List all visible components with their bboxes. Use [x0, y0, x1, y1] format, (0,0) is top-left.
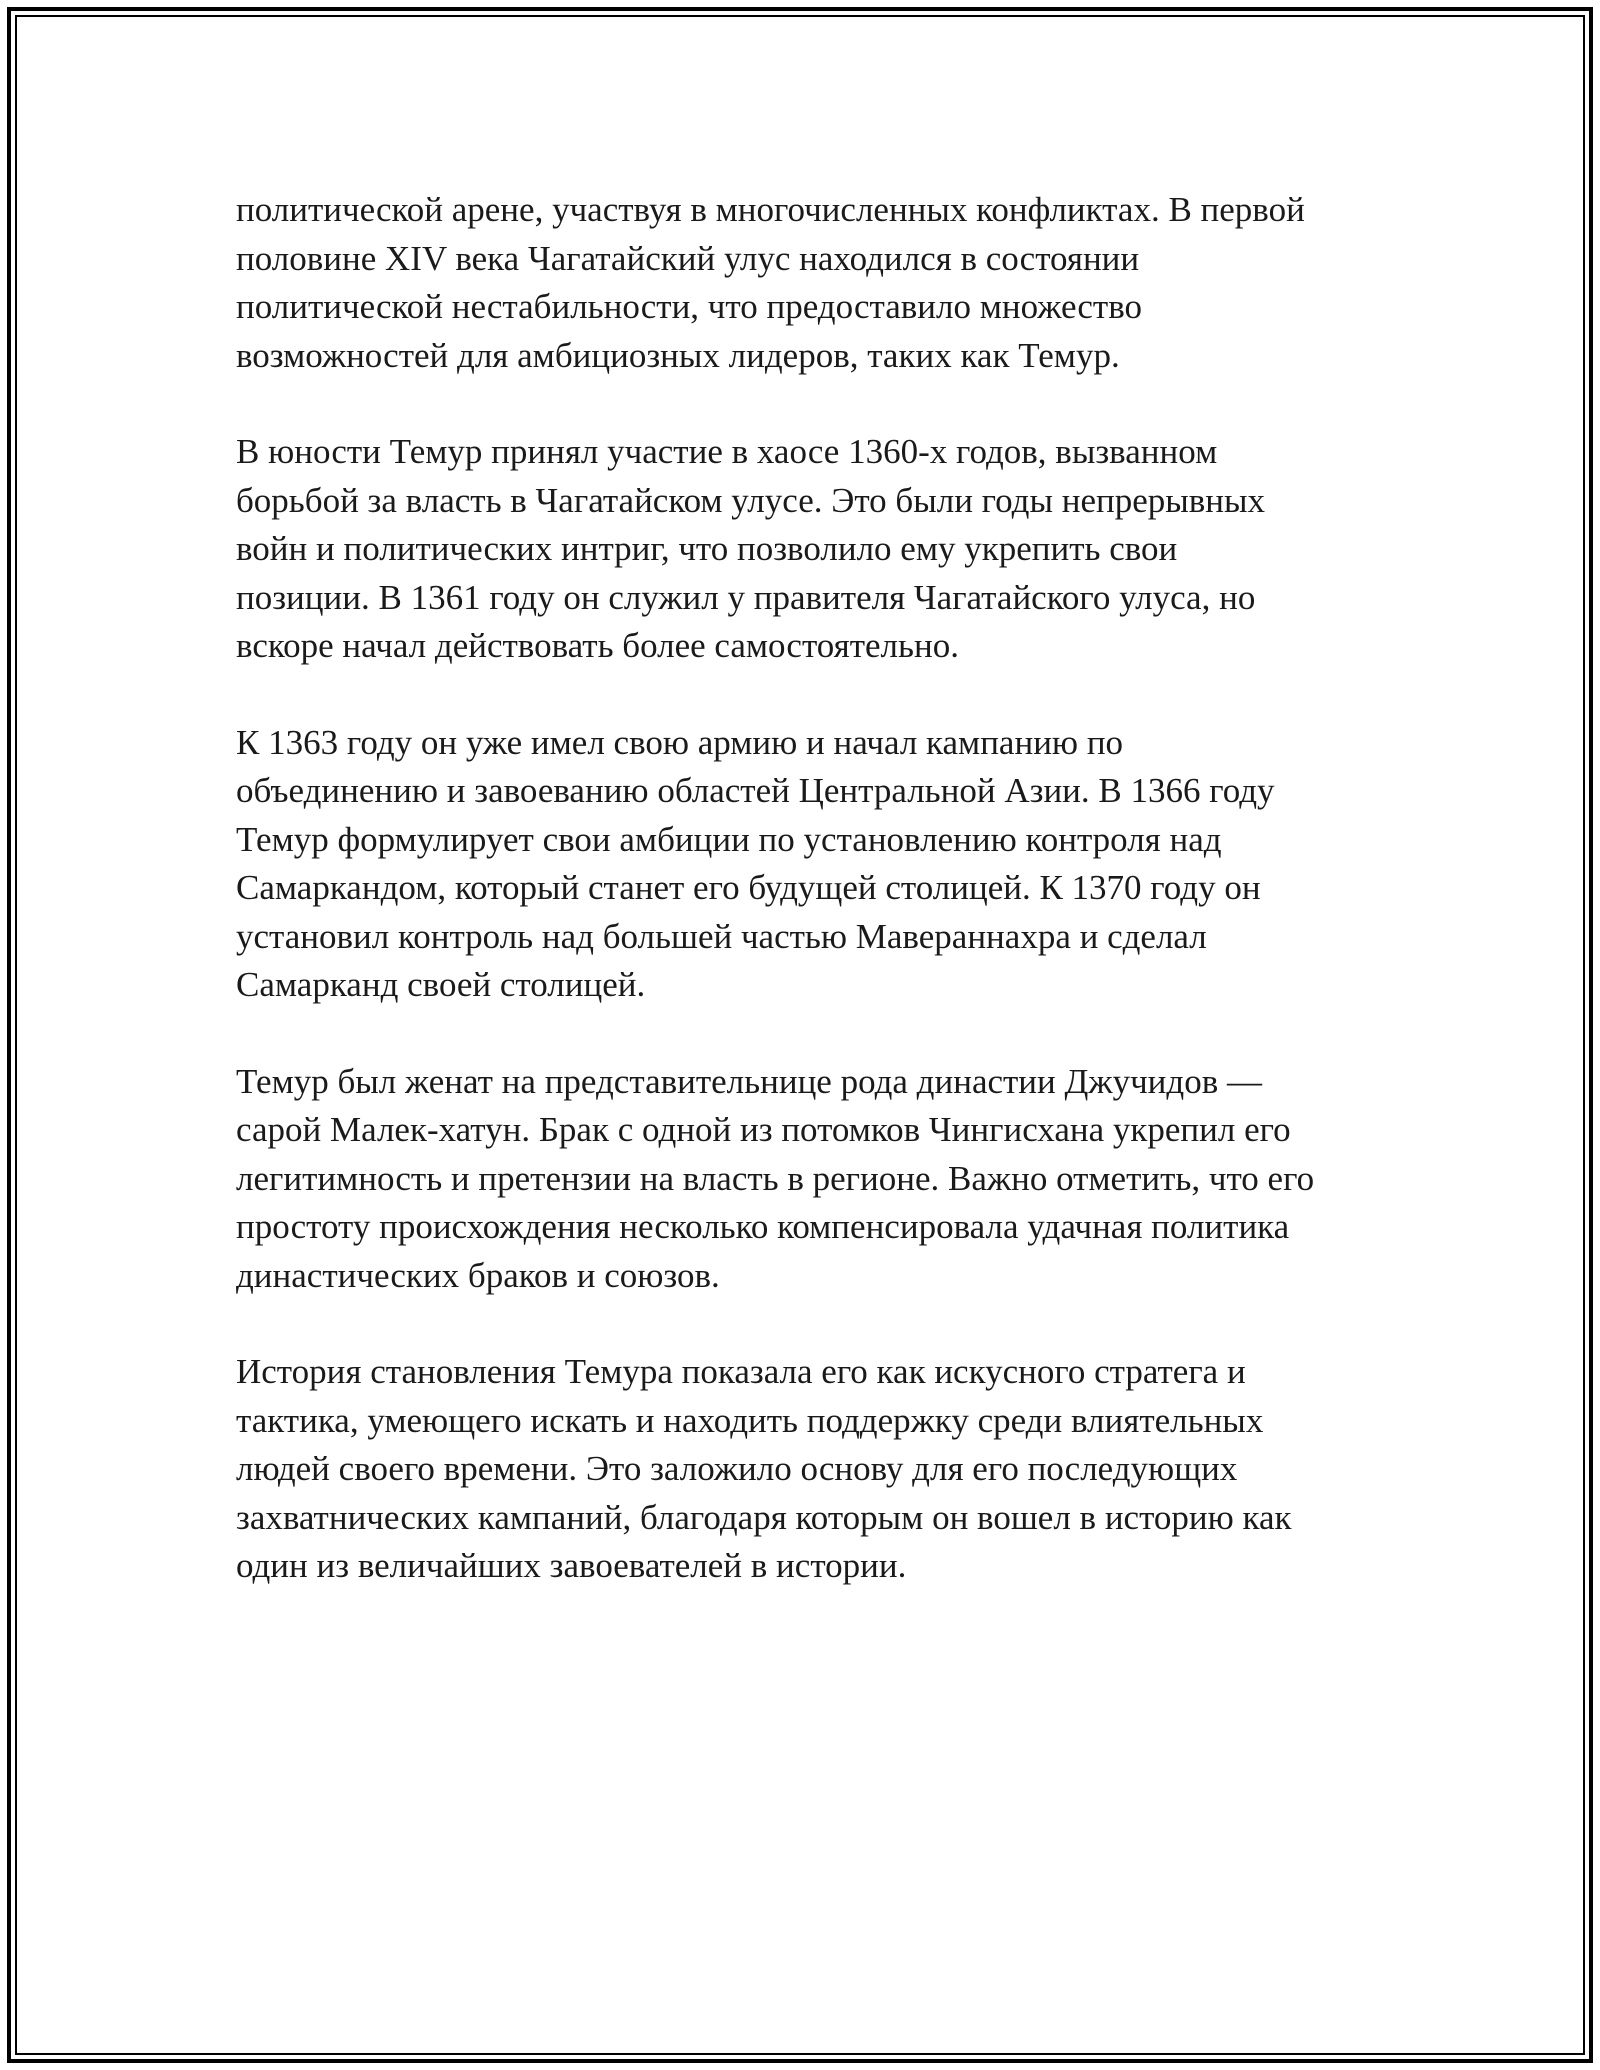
text-line: войн и политических интриг, что позволило ему укрепить свои [236, 529, 1178, 568]
text-line: Темур был женат на представительнице рода династии Джучидов — [236, 1061, 1262, 1101]
text-line: простоту происхождения несколько компенсировала удачная политика [236, 1207, 1290, 1246]
text-line: людей своего времени. Это заложило основу для его последующих [236, 1449, 1238, 1488]
text-line: борьбой за власть в Чагатайском улусе. Это были годы непрерывных [236, 480, 1266, 520]
paragraph-4 [236, 1058, 1396, 1301]
paragraph-2 [236, 428, 1396, 671]
text-line: К 1363 году он уже имел свою армию и начал кампанию по [236, 722, 1124, 762]
text-line: Самарканд своей столицей. [236, 965, 646, 1004]
text-line: захватнических кампаний, благодаря которым он вошел в историю как [236, 1497, 1292, 1537]
text-line: политической арене, участвуя в многочисленных конфликтах. В первой [236, 190, 1305, 229]
document-body [236, 186, 1396, 1639]
text-line: династических браков и союзов. [236, 1255, 720, 1295]
text-line: политической нестабильности, что предоставило множество [236, 287, 1142, 326]
text-line: Самаркандом, который станет его будущей столицей. К 1370 году он [236, 868, 1261, 907]
text-line: объединению и завоеванию областей Центральной Азии. В 1366 году [236, 771, 1275, 810]
text-line: История становления Темура показала его как искусного стратега и [236, 1352, 1246, 1391]
text-line: вскоре начал действовать более самостоятельно. [236, 626, 959, 665]
text-line: позиции. В 1361 году он служил у правителя Чагатайского улуса, но [236, 577, 1256, 617]
text-line: половине XIV века Чагатайский улус находился в состоянии [236, 238, 1140, 278]
text-line: сарой Малек-хатун. Брак с одной из потомков Чингисхана укрепил его [236, 1110, 1291, 1149]
paragraph-3 [236, 719, 1396, 1010]
text-line: В юности Темур принял участие в хаосе 1360-х годов, вызванном [236, 432, 1218, 471]
text-line: установил контроль над большей частью Мавераннахра и сделал [236, 916, 1207, 956]
paragraph-5 [236, 1348, 1396, 1591]
text-line: Темур формулирует свои амбиции по установлению контроля над [236, 819, 1222, 859]
text-line: тактика, умеющего искать и находить поддержку среди влиятельных [236, 1400, 1264, 1440]
paragraph-1 [236, 186, 1396, 380]
text-line: возможностей для амбициозных лидеров, таких как Темур. [236, 335, 1120, 375]
text-line: один из величайших завоевателей в истории. [236, 1546, 907, 1585]
text-line: легитимность и претензии на власть в регионе. Важно отметить, что его [236, 1158, 1315, 1198]
